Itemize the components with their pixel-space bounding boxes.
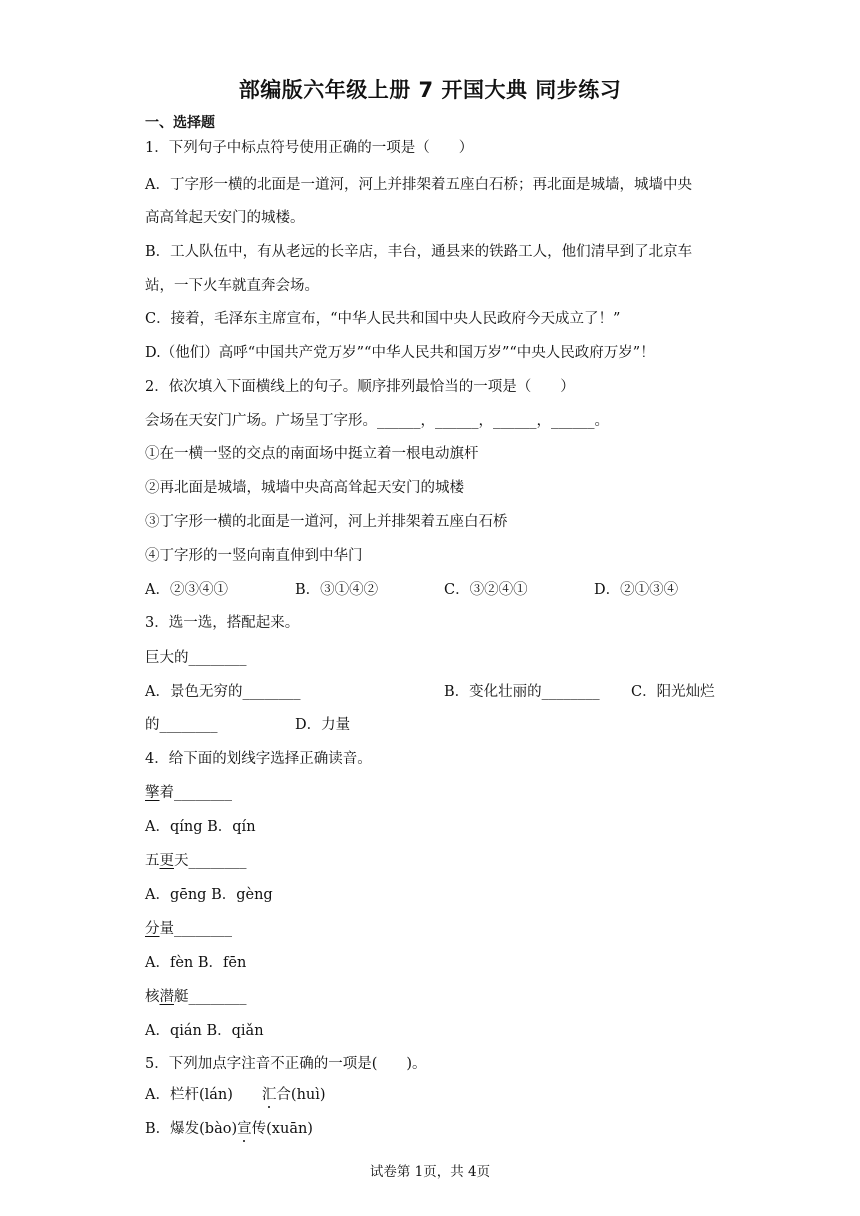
q2-sentence-1: ①在一横一竖的交点的南面场中挺立着一根电动旗杆 (145, 446, 479, 462)
question-1-stem: 1．下列句子中标点符号使用正确的一项是（ ） (145, 140, 474, 156)
q2-sentence-3: ③丁字形一横的北面是一道河，河上并排架着五座白石桥 (145, 514, 508, 530)
q4-word-3-options: A．fèn B．fēn (145, 955, 247, 971)
q2-option-a: A．②③④① (145, 582, 228, 598)
q3-option-b: B．变化壮丽的________ (444, 684, 600, 700)
question-5-stem: 5．下列加点字注音不正确的一项是( )。 (145, 1056, 427, 1072)
q5-option-a: A．栏杆(lán) 汇合(huì) (145, 1087, 326, 1103)
q4-word-4: 核潜艇________ (145, 989, 247, 1005)
underlined-char: 擎 (145, 785, 160, 801)
q4-word-3: 分量________ (145, 921, 232, 937)
q3-option-c-cont: 的________ (145, 717, 218, 733)
q2-passage: 会场在天安门广场。广场呈丁字形。______，______，______，______。 (145, 413, 609, 429)
q2-option-b: B．③①④② (295, 582, 379, 598)
q2-sentence-4: ④丁字形的一竖向南直伸到中华门 (145, 548, 363, 564)
question-2-stem: 2．依次填入下面横线上的句子。顺序排列最恰当的一项是（ ） (145, 379, 575, 395)
q1-option-a-line1: A．丁字形一横的北面是一道河，河上并排架着五座白石桥；再北面是城墙，城墙中央 (145, 177, 692, 193)
section-heading: 一、选择题 (145, 115, 215, 131)
q1-option-c: C．接着，毛泽东主席宣布，“中华人民共和国中央人民政府今天成立了！” (145, 311, 621, 327)
page-title: 部编版六年级上册 7 开国大典 同步练习 (238, 78, 622, 102)
q3-option-a: A．景色无穷的________ (145, 684, 301, 700)
q2-sentence-2: ②再北面是城墙，城墙中央高高耸起天安门的城楼 (145, 480, 464, 496)
underlined-char: 更 (159, 853, 174, 869)
q5-option-b: B．爆发(bào)宣传(xuān) (145, 1121, 313, 1137)
q3-option-d: D．力量 (295, 717, 351, 733)
q2-option-d: D．②①③④ (594, 582, 679, 598)
dotted-char: 汇 (261, 1087, 277, 1103)
underlined-char: 潜 (159, 989, 174, 1005)
question-3-stem: 3．选一选，搭配起来。 (145, 615, 300, 631)
q3-blank: 巨大的________ (145, 650, 247, 666)
q3-option-c: C．阳光灿烂 (631, 684, 715, 700)
q1-option-a-line2: 高高耸起天安门的城楼。 (145, 210, 305, 226)
q1-option-b-line1: B．工人队伍中，有从老远的长辛店，丰台，通县来的铁路工人，他们清早到了北京车 (145, 244, 693, 260)
underlined-char: 分 (145, 921, 160, 937)
q4-word-1-options: A．qíng B．qín (145, 819, 256, 835)
q4-word-1: 擎着________ (145, 785, 232, 801)
q2-option-c: C．③②④① (444, 582, 528, 598)
page-footer: 试卷第 1页，共 4页 (369, 1164, 491, 1180)
question-4-stem: 4．给下面的划线字选择正确读音。 (145, 751, 372, 767)
q4-word-2: 五更天________ (145, 853, 247, 869)
q4-word-4-options: A．qián B．qiǎn (145, 1023, 264, 1039)
q1-option-d: D.（他们）高呼“中国共产党万岁”“中华人民共和国万岁”“中央人民政府万岁”！ (145, 345, 655, 361)
dotted-char: 宣 (237, 1121, 252, 1137)
q1-option-b-line2: 站，一下火车就直奔会场。 (145, 278, 319, 294)
q4-word-2-options: A．gēng B．gèng (145, 887, 273, 903)
